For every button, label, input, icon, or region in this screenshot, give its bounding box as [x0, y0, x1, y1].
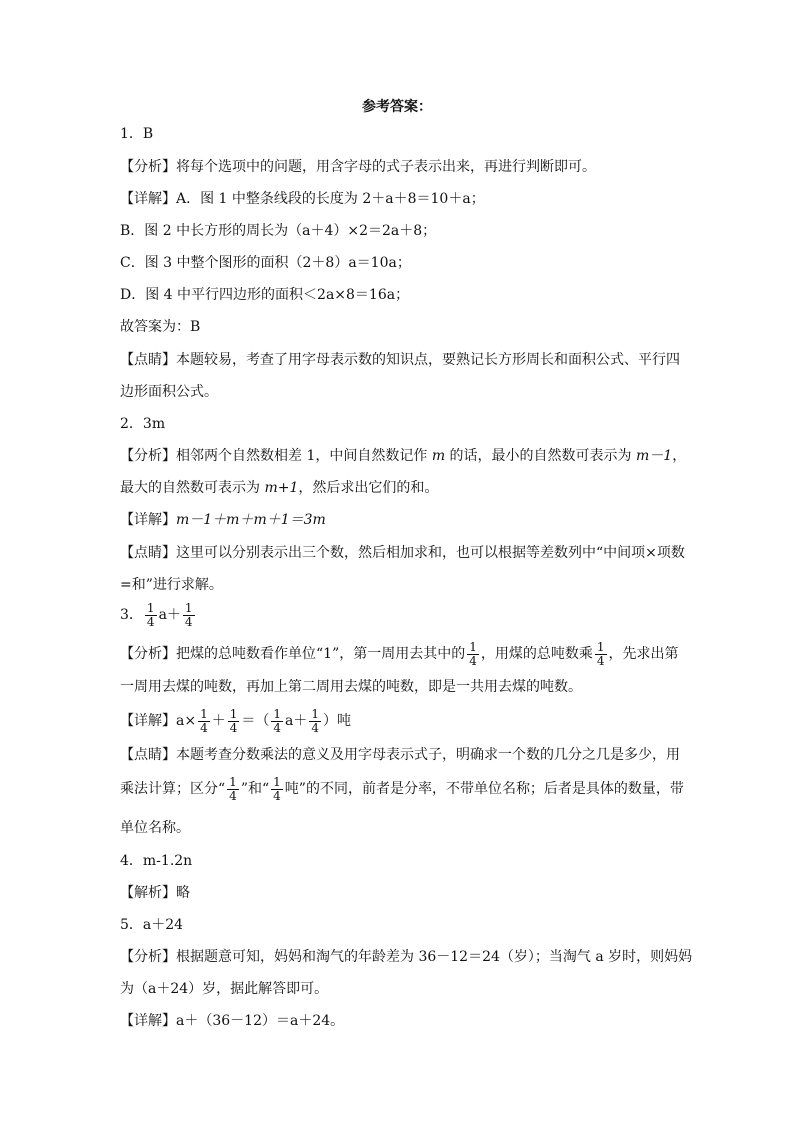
q3-detail: 【详解】a× $\frac{1}{4}$ ＋ $\frac{1}{4}$ ＝（ $\frac{1}{4}$ a＋ $\frac{1}{4}$ ）吨 — [120, 706, 351, 735]
fraction: $\frac{1}{4}$ — [469, 639, 477, 668]
detail-tag: 【详解】 — [120, 512, 176, 528]
q4-number: 4．m-1.2n — [120, 853, 193, 869]
q3-comment-end: 单位名称。 — [120, 820, 190, 836]
detail-tag: 【详解】 — [120, 191, 176, 207]
q5-number: 5．a＋24 — [120, 917, 184, 933]
analysis-tag: 【分析】 — [120, 949, 176, 965]
analysis-tag: 【分析】 — [120, 448, 176, 464]
fraction: $\frac{1}{4}$ — [596, 639, 605, 668]
q1-detail-b: B．图 2 中长方形的周长为（a＋4）×2＝2a＋8； — [120, 223, 437, 239]
page-title: 参考答案： — [362, 99, 432, 115]
q1-detail-c: C．图 3 中整个图形的面积（2＋8）a＝10a； — [120, 255, 411, 271]
q2-detail: 【详解】m－1＋m＋m＋1＝3m — [120, 512, 326, 528]
q1-answer: 故答案为：B — [120, 319, 201, 335]
q2-analysis-cont: 最大的自然数可表示为 m+1，然后求出它们的和。 — [120, 480, 439, 496]
q2-analysis: 【分析】相邻两个自然数相差 1，中间自然数记作 m 的话，最小的自然数可表示为 m－1， — [120, 448, 687, 464]
analysis-tag: 【分析】 — [120, 646, 176, 662]
fraction: $\frac{1}{4}$ — [229, 774, 237, 803]
q5-analysis-cont: 为（a＋24）岁，据此解答即可。 — [120, 981, 329, 997]
analysis-tag: 【解析】 — [120, 885, 176, 901]
q3-comment-cont: 乘法计算；区分“ $\frac{1}{4}$ ”和“ $\frac{1}{4}$ 吨”的不同，前者是分率，不带单位名称；后者是具体的数量，带 — [120, 774, 684, 803]
q2-comment: 【点睛】这里可以分别表示出三个数，然后相加求和，也可以根据等差数列中“中间项×项数 — [120, 545, 685, 561]
q5-analysis: 【分析】根据题意可知，妈妈和淘气的年龄差为 36－12＝24（岁）；当淘气 a 岁时，则妈妈 — [120, 949, 693, 965]
comment-tag: 【点睛】 — [120, 747, 176, 763]
comment-tag: 【点睛】 — [120, 352, 176, 368]
fraction: $\frac{1}{4}$ — [273, 774, 281, 803]
fraction: $\frac{1}{4}$ — [273, 706, 281, 735]
analysis-tag: 【分析】 — [120, 159, 176, 175]
fraction: $\frac{1}{4}$ — [311, 706, 319, 735]
q1-detail-d: D．图 4 中平行四边形的面积＜2a×8＝16a； — [120, 287, 410, 303]
q1-number: 1．B — [120, 126, 154, 142]
q2-number: 2．3m — [120, 416, 166, 432]
fraction: $\frac{1}{4}$ — [200, 706, 208, 735]
q2-comment-cont: =和”进行求解。 — [120, 577, 223, 593]
detail-tag: 【详解】 — [120, 713, 176, 729]
detail-tag: 【详解】 — [120, 1013, 176, 1029]
q5-detail: 【详解】a＋（36－12）＝a＋24。 — [120, 1013, 345, 1029]
fraction: $\frac{1}{4}$ — [146, 600, 155, 629]
q3-number: 3． $\frac{1}{4}$ a＋ $\frac{1}{4}$ — [120, 600, 193, 629]
q1-analysis: 【分析】将每个选项中的问题，用含字母的式子表示出来，再进行判断即可。 — [120, 159, 596, 175]
q4-analysis: 【解析】略 — [120, 885, 190, 901]
q1-comment: 【点睛】本题较易，考查了用字母表示数的知识点，要熟记长方形周长和面积公式、平行四 — [120, 352, 680, 368]
q1-detail-a: 【详解】A．图 1 中整条线段的长度为 2＋a＋8＝10＋a； — [120, 191, 485, 207]
q3-comment: 【点睛】本题考查分数乘法的意义及用字母表示式子，明确求一个数的几分之几是多少，用 — [120, 747, 680, 763]
fraction: $\frac{1}{4}$ — [184, 600, 193, 629]
fraction: $\frac{1}{4}$ — [229, 706, 238, 735]
q3-analysis: 【分析】把煤的总吨数看作单位“1”，第一周用去其中的 $\frac{1}{4}$ ，用煤的总吨数乘 $\frac{1}{4}$ ，先求出第 — [120, 639, 679, 668]
q1-comment-cont: 边形面积公式。 — [120, 384, 218, 400]
comment-tag: 【点睛】 — [120, 545, 176, 561]
q3-analysis-cont: 一周用去煤的吨数，再加上第二周用去煤的吨数，即是一共用去煤的吨数。 — [120, 679, 582, 695]
